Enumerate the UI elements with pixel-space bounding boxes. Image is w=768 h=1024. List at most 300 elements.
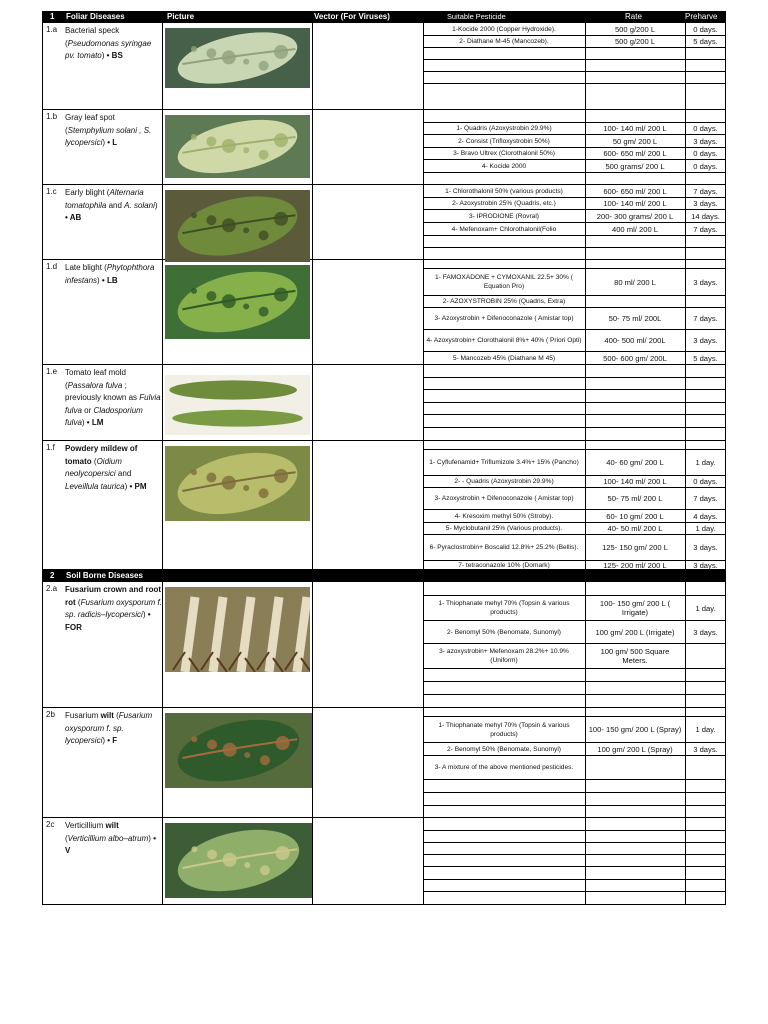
preharvest-cell [685, 818, 726, 830]
rate-cell [585, 806, 685, 818]
preharvest-cell [685, 296, 726, 307]
preharvest-cell: 0 days. [693, 149, 718, 158]
disease-name: Bacterial speck (Pseudomonas syringae pv. tomato) • BS [65, 26, 152, 60]
pesticide-cell: 1- Quadris (Azoxystrobin 29.9%) [456, 125, 552, 132]
grid-line [162, 260, 163, 364]
pesticide-rows [423, 582, 726, 708]
preharvest-cell: 3 days. [693, 136, 718, 146]
preharvest-cell: 7 days. [693, 314, 718, 323]
disease-photo [165, 587, 310, 672]
table-row [423, 173, 726, 185]
table-row [423, 695, 726, 708]
rate-cell: 125- 150 gm/ 200 L [602, 543, 668, 552]
rate-cell [585, 780, 685, 792]
pesticide-cell [423, 173, 585, 184]
table-row [423, 365, 726, 378]
rate-cell: 400 ml/ 200 L [611, 224, 658, 234]
preharvest-cell [685, 880, 726, 891]
rate-cell [585, 880, 685, 891]
pesticide-cell [423, 793, 585, 805]
section-soil-borne [42, 570, 726, 582]
header-vector: Vector (For Viruses) [314, 12, 390, 21]
rate-cell [585, 682, 685, 694]
pesticide-cell [423, 248, 585, 260]
disease-photo [165, 446, 310, 521]
grid-line [312, 23, 313, 109]
section-title: Soil Borne Diseases [66, 571, 143, 580]
rate-cell [585, 296, 685, 307]
disease-photo [165, 190, 310, 262]
table-row [423, 818, 726, 831]
header-rate: Rate [625, 12, 642, 21]
pesticide-rows [423, 185, 726, 260]
table-row [423, 708, 726, 717]
table-row [423, 390, 726, 403]
rate-cell: 50- 75 ml/ 200 L [607, 494, 663, 503]
preharvest-cell [685, 793, 726, 805]
grid-line [162, 185, 163, 259]
rate-cell [585, 84, 685, 96]
table-row [423, 236, 726, 248]
rate-cell: 100 gm/ 200 L (Irrigate) [595, 627, 675, 637]
pesticide-cell: 6- Pyraclostrobin+ Boscalid 12.8%+ 25.2% (Bellis). [429, 544, 579, 551]
pesticide-cell: 2- Consist (Trifloxystrobin 50%) [458, 137, 550, 145]
rate-cell [585, 365, 685, 377]
preharvest-cell [685, 428, 726, 441]
disease-group [42, 185, 726, 260]
preharvest-cell: 7 days. [693, 494, 718, 503]
pesticide-cell: 2- Azoxystrobin 25% (Quadris, etc.) [452, 200, 556, 207]
disease-group [42, 441, 726, 570]
pesticide-cell [423, 855, 585, 866]
disease-group [42, 110, 726, 185]
disease-group [42, 708, 726, 818]
rate-cell: 50 gm/ 200 L [612, 136, 658, 146]
pesticide-rows [423, 818, 726, 905]
preharvest-cell: 0 days. [693, 124, 718, 133]
rate-cell [585, 428, 685, 441]
table-row [423, 248, 726, 260]
preharvest-cell [685, 378, 726, 389]
disease-photo [165, 28, 310, 88]
pesticide-cell [423, 892, 585, 905]
preharvest-cell [685, 780, 726, 792]
preharvest-cell: 14 days. [691, 211, 720, 221]
disease-number: 2.a [46, 584, 58, 593]
preharvest-cell [685, 682, 726, 694]
preharvest-cell: 1 day. [695, 725, 716, 734]
rate-cell [585, 248, 685, 260]
table-row [423, 621, 726, 644]
pesticide-cell [423, 60, 585, 71]
preharvest-cell [685, 84, 726, 96]
table-row [423, 441, 726, 450]
preharvest-cell [685, 855, 726, 866]
rate-cell: 600- 650 ml/ 200 L [603, 186, 667, 196]
pesticide-cell: 4- Kresoxim methyl 50% (Stroby). [454, 512, 554, 520]
rate-cell [585, 390, 685, 402]
header-num: 1 [50, 12, 55, 21]
pesticide-cell: 4- Mefenoxam+ Chlorothalonil(Folio [451, 225, 557, 233]
preharvest-cell [685, 236, 726, 247]
pesticide-cell [423, 843, 585, 854]
preharvest-cell: 7 days. [693, 224, 718, 234]
grid-line [312, 365, 313, 440]
preharvest-cell [685, 695, 726, 708]
table-row [423, 717, 726, 743]
pesticide-rows [423, 365, 726, 441]
pesticide-cell: 1-Kocide 2000 (Copper Hydroxide). [452, 25, 556, 33]
preharvest-cell [685, 756, 726, 779]
disease-number: 1.a [46, 25, 58, 34]
preharvest-cell [685, 708, 726, 716]
preharvest-cell [685, 831, 726, 842]
preharvest-cell [685, 843, 726, 854]
rate-cell [585, 415, 685, 427]
rate-cell: 100- 150 gm/ 200 L (Spray) [588, 725, 682, 734]
rate-cell [585, 669, 685, 681]
pesticide-cell: 4- Azoxystrobin+ Clorothalonil 8%+ 40% ( Priori Opti) [426, 337, 582, 344]
table-row [423, 185, 726, 198]
table-row [423, 110, 726, 123]
table-row [423, 743, 726, 756]
preharvest-cell: 3 days. [693, 336, 718, 345]
disease-photo [165, 375, 310, 435]
pesticide-cell: 2- Diathane M-45 (Mancozeb). [459, 38, 549, 45]
disease-name: Fusarium wilt (Fusarium oxysporum f. sp. lycopersici) • F [65, 711, 153, 745]
disease-photo [165, 713, 312, 788]
grid-line [162, 110, 163, 184]
preharvest-cell: 3 days. [693, 744, 718, 754]
table-row [423, 123, 726, 135]
preharvest-cell [685, 48, 726, 59]
rate-cell [585, 708, 685, 716]
preharvest-cell: 1 day. [695, 458, 716, 467]
pesticide-cell [423, 403, 585, 414]
table-row [423, 510, 726, 523]
table-row [423, 582, 726, 596]
disease-photo [165, 823, 312, 898]
pesticide-cell: 3- A mixture of the above mentioned pesticides. [434, 764, 574, 771]
pesticide-cell [423, 415, 585, 427]
rate-cell: 600- 650 ml/ 200 L [603, 149, 667, 158]
preharvest-cell [685, 669, 726, 681]
table-row [423, 535, 726, 561]
pesticide-rows [423, 441, 726, 570]
pesticide-cell: 2- Benomyl 50% (Benomate, Sunomyl) [447, 745, 561, 753]
table-row [423, 160, 726, 173]
pesticide-cell: 7- tetraconazole 10% (Domark) [458, 562, 550, 569]
preharvest-cell: 5 days. [693, 37, 718, 46]
table-row [423, 378, 726, 390]
table-row [423, 523, 726, 535]
table-row [423, 561, 726, 570]
preharvest-cell [685, 390, 726, 402]
table-row [423, 198, 726, 210]
rate-cell [585, 855, 685, 866]
disease-number: 1.f [46, 443, 55, 452]
pesticide-cell [423, 695, 585, 708]
pesticide-cell: 1- Cyflufenamid+ Triflumizole 3.4%+ 15% (Pancho) [429, 459, 579, 466]
table-row [423, 48, 726, 60]
table-row [423, 135, 726, 148]
rate-cell [585, 818, 685, 830]
disease-group [42, 582, 726, 708]
grid-line [42, 582, 43, 707]
header-picture: Picture [167, 12, 195, 21]
table-row [423, 488, 726, 510]
pesticide-rows [423, 260, 726, 365]
preharvest-cell: 5 days. [693, 354, 718, 363]
disease-photo [165, 115, 310, 178]
rate-cell: 500 g/200 L [614, 24, 656, 34]
preharvest-cell: 1 day. [695, 603, 716, 613]
table-row [423, 892, 726, 905]
table-row [423, 806, 726, 818]
preharvest-cell [685, 892, 726, 905]
rate-cell [585, 236, 685, 247]
pesticide-cell [423, 236, 585, 247]
preharvest-cell: 3 days. [693, 627, 718, 637]
table-row [423, 855, 726, 867]
grid-line [162, 818, 163, 904]
table-row [423, 756, 726, 780]
grid-line [42, 185, 43, 259]
table-row [423, 223, 726, 236]
disease-number: 1.e [46, 367, 58, 376]
table-row [423, 669, 726, 682]
disease-number: 1.c [46, 187, 57, 196]
table-row [423, 148, 726, 160]
rate-cell [585, 60, 685, 71]
pesticide-cell [423, 806, 585, 818]
preharvest-cell [685, 582, 726, 595]
header-pesticide: Suitable Pesticide [447, 12, 506, 21]
disease-name: Late blight (Phytophthora infestans) • LB [65, 263, 155, 285]
table-row [423, 793, 726, 806]
table-row [423, 682, 726, 695]
pesticide-cell [423, 880, 585, 891]
rate-cell [585, 72, 685, 83]
rate-cell [585, 110, 685, 122]
rate-cell: 100- 140 ml/ 200 L [603, 199, 667, 208]
disease-group [42, 818, 726, 905]
rate-cell: 100 gm/ 500 Square Meters. [600, 647, 670, 665]
rate-cell [585, 892, 685, 905]
pesticide-rows [423, 110, 726, 197]
table-row [423, 596, 726, 621]
preharvest-cell: 1 day. [695, 524, 716, 533]
preharvest-cell [685, 415, 726, 427]
pesticide-cell: 1- Thiophanate mehyl 70% (Topsin & various products) [438, 600, 570, 616]
grid-line [42, 23, 43, 109]
preharvest-cell [685, 173, 726, 184]
table-row [423, 843, 726, 855]
pesticide-cell [423, 110, 585, 122]
rate-cell: 100- 150 gm/ 200 L ( Irrigate) [599, 599, 671, 617]
table-row [423, 36, 726, 48]
pesticide-cell: 1- Chlorothalonil 50% (various products) [445, 187, 563, 195]
rate-cell [585, 756, 685, 779]
preharvest-cell [685, 867, 726, 879]
pesticide-cell [423, 669, 585, 681]
grid-line [312, 260, 313, 364]
rate-cell [585, 582, 685, 595]
pesticide-rows [423, 708, 726, 818]
pesticide-cell [423, 84, 585, 96]
preharvest-cell [685, 260, 726, 268]
table-row [423, 415, 726, 428]
grid-line [162, 441, 163, 569]
rate-cell: 200- 300 grams/ 200 L [596, 211, 674, 221]
pesticide-cell: 2- Benomyl 50% (Benomate, Sunomyl) [447, 628, 561, 636]
rate-cell: 500 g/200 L [614, 37, 656, 46]
pesticide-cell: 2- AZOXYSTROBIN 25% (Quadris, Extra) [442, 298, 566, 305]
preharvest-cell: 3 days. [693, 277, 718, 287]
pesticide-cell: 1- FAMOXADONE + CYMOXANIL 22.5+ 30% ( Equation Pro) [435, 274, 573, 290]
table-row [423, 867, 726, 880]
grid-line [42, 441, 43, 569]
preharvest-cell [685, 248, 726, 260]
preharvest-cell: 3 days. [693, 199, 718, 208]
preharvest-cell [685, 806, 726, 818]
rate-cell: 500 grams/ 200 L [605, 161, 665, 171]
grid-line [312, 110, 313, 184]
preharvest-cell: 7 days. [693, 186, 718, 196]
preharvest-cell [685, 441, 726, 449]
grid-line [162, 582, 163, 707]
rate-cell: 50- 75 ml/ 200L [608, 314, 662, 323]
table-row [423, 296, 726, 308]
rate-cell [585, 403, 685, 414]
table-row [423, 260, 726, 269]
preharvest-cell [685, 644, 726, 668]
table-row [423, 330, 726, 352]
pesticide-rows [423, 23, 726, 96]
grid-line [312, 708, 313, 817]
disease-name: Early blight (Alternaria tomatophila and A. solani) • AB [65, 188, 158, 222]
rate-cell [585, 173, 685, 184]
grid-line [312, 582, 313, 707]
grid-line [162, 23, 163, 109]
table-row [423, 644, 726, 669]
rate-cell [585, 695, 685, 708]
disease-number: 1.b [46, 112, 58, 121]
rate-cell: 400- 500 ml/ 200L [604, 336, 666, 345]
rate-cell [585, 831, 685, 842]
rate-cell: 40- 50 ml/ 200 L [607, 524, 663, 533]
rate-cell [585, 260, 685, 268]
pesticide-cell [423, 582, 585, 595]
pesticide-cell [423, 48, 585, 59]
pesticide-cell [423, 780, 585, 792]
table-row [423, 780, 726, 793]
grid-line [42, 260, 43, 364]
pesticide-cell: 3- azoxystrobin+ Mefenoxam 28.2%+ 10.9% (Uniform) [439, 648, 569, 664]
disease-group [42, 365, 726, 441]
table-row [423, 880, 726, 892]
table-row [423, 428, 726, 441]
preharvest-cell: 3 days. [693, 543, 718, 552]
pesticide-cell: 1- Thiophanate mehyl 70% (Topsin & various products) [438, 721, 570, 738]
pesticide-cell: 3- Azoxystrobin + Difenoconazole ( Amistar top) [434, 495, 574, 502]
rate-cell: 100 gm/ 200 L (Spray) [597, 744, 673, 754]
disease-number: 2b [46, 710, 55, 719]
pesticide-cell: 3- Azoxystrobin + Difenoconazole ( Amistar top) [434, 315, 574, 322]
pesticide-cell [423, 428, 585, 441]
disease-name: Tomato leaf mold (Passalora fulva ; previously known as Fulvia fulva or Cladosporium fulva) • LM [65, 368, 161, 427]
table-row [423, 84, 726, 96]
pesticide-cell [423, 72, 585, 83]
preharvest-cell [685, 110, 726, 122]
rate-cell [585, 843, 685, 854]
preharvest-cell [685, 403, 726, 414]
preharvest-cell: 3 days. [693, 561, 718, 570]
disease-name: Gray leaf spot (Stemphylium solani , S. lycopersici) • L [65, 113, 152, 147]
disease-number: 2c [46, 820, 55, 829]
table-row [423, 831, 726, 843]
preharvest-cell [685, 60, 726, 71]
pesticide-cell [423, 390, 585, 402]
rate-cell [585, 867, 685, 879]
pesticide-cell [423, 365, 585, 377]
pesticide-cell [423, 260, 585, 268]
preharvest-cell: 4 days. [693, 511, 718, 521]
grid-line [42, 110, 43, 184]
grid-line [162, 365, 163, 440]
grid-line [312, 185, 313, 259]
table-row [423, 308, 726, 330]
pesticide-cell [423, 818, 585, 830]
pesticide-cell [423, 378, 585, 389]
rate-cell: 40- 60 gm/ 200 L [606, 458, 664, 467]
disease-name: Fusarium crown and root rot (Fusarium oxysporum f. sp. radicis–lycopersici) • FOR [65, 585, 162, 632]
grid-line [42, 708, 43, 817]
rate-cell: 500- 600 gm/ 200L [603, 354, 667, 363]
table-row [423, 72, 726, 84]
table-row [423, 450, 726, 476]
disease-group [42, 23, 726, 110]
rate-cell: 125- 200 ml/ 200 L [603, 561, 667, 570]
preharvest-cell [685, 365, 726, 377]
table-row [423, 352, 726, 365]
disease-group [42, 260, 726, 365]
header-section: Foliar Diseases [66, 12, 125, 21]
pesticide-cell [423, 682, 585, 694]
pesticide-cell: 2- - Quadris (Azoxystrobin 29.9%) [454, 478, 554, 485]
pesticide-cell [423, 441, 585, 449]
disease-number: 1.d [46, 262, 58, 271]
pesticide-cell: 4- Kocide 2000 [481, 162, 527, 170]
grid-line [42, 365, 43, 440]
table-row [423, 23, 726, 36]
rate-cell: 80 ml/ 200 L [614, 277, 656, 287]
pesticide-cell: 3- Bravo Ultrex (Clorothalonil 50%) [453, 150, 555, 157]
table-row [423, 476, 726, 488]
preharvest-cell: 0 days. [693, 477, 718, 486]
grid-line [312, 818, 313, 904]
pesticide-cell [423, 708, 585, 716]
disease-name: Powdery mildew of tomato (Oidium neolycopersici and Leveillula taurica) • PM [65, 444, 147, 491]
rate-cell: 60- 10 gm/ 200 L [606, 511, 664, 521]
table-row [423, 403, 726, 415]
rate-cell [585, 441, 685, 449]
grid-line [42, 818, 43, 904]
section-num: 2 [50, 571, 55, 580]
pesticide-cell [423, 831, 585, 842]
preharvest-cell: 0 days. [693, 24, 718, 34]
grid-line [312, 441, 313, 569]
